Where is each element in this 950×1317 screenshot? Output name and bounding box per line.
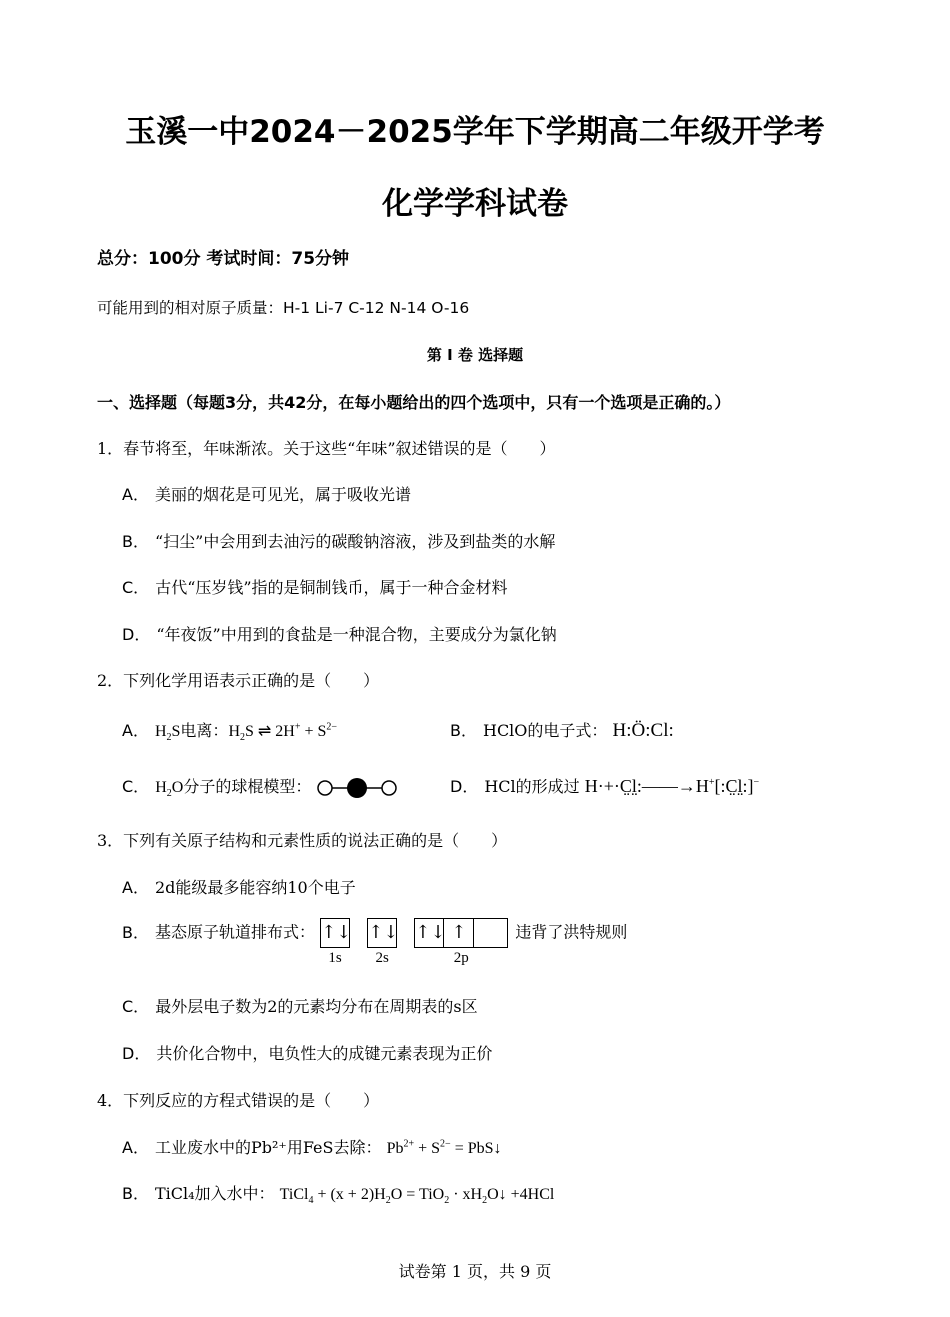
question-2-stem: 2．下列化学用语表示正确的是（ ） bbox=[97, 671, 380, 690]
exam-title: 玉溪一中2024－2025学年下学期高二年级开学考 bbox=[125, 114, 825, 150]
q3-option-d: D． 共价化合物中，电负性大的成键元素表现为正价 bbox=[122, 1044, 493, 1063]
orbital-1s: ↑↓ 1s bbox=[320, 918, 350, 948]
q1-option-d: D． “年夜饭”中用到的食盐是一种混合物，主要成分为氯化钠 bbox=[122, 625, 557, 644]
q4-option-a: A． 工业废水中的Pb²⁺用FeS去除： $Pb^{2+} + S^{2-}$ = PbS↓ bbox=[122, 1138, 502, 1157]
volume-title: 第 I 卷 选择题 bbox=[426, 346, 524, 364]
orbital-2s: ↑↓ 2s bbox=[367, 918, 397, 948]
q2-option-b: B． HClO的电子式： H:Ö:Cl: bbox=[450, 720, 674, 741]
q3-option-a: A． 2d能级最多能容纳10个电子 bbox=[122, 878, 356, 897]
question-3-stem: 3．下列有关原子结构和元素性质的说法正确的是（ ） bbox=[97, 831, 508, 850]
hcl-formation-process: H·+·C̤l̤:——→H+[:C̤l̤:]− bbox=[584, 776, 760, 796]
q3-option-b: B． 基态原子轨道排布式： ↑↓ 1s ↑↓ 2s ↑↓ ↑ 2p 违背了洪特规则 bbox=[122, 918, 627, 948]
q3-option-c: C． 最外层电子数为2的元素均分布在周期表的s区 bbox=[122, 997, 478, 1016]
ball-stick-model-icon bbox=[316, 777, 398, 799]
q1-option-c: C． 古代“压岁钱”指的是铜制钱币，属于一种合金材料 bbox=[122, 578, 508, 597]
question-4-stem: 4．下列反应的方程式错误的是（ ） bbox=[97, 1091, 380, 1110]
page-footer: 试卷第 1 页，共 9 页 bbox=[398, 1262, 552, 1281]
exam-subtitle: 化学学科试卷 bbox=[382, 186, 568, 222]
q2-option-c: C． $H_2O$分子的球棍模型： bbox=[122, 774, 398, 799]
q1-option-a: A． 美丽的烟花是可见光，属于吸收光谱 bbox=[122, 485, 411, 504]
hclo-electron-formula: H:Ö:Cl: bbox=[612, 720, 674, 741]
section-title: 一、选择题（每题3分，共42分，在每小题给出的四个选项中，只有一个选项是正确的。） bbox=[97, 393, 731, 412]
q1-option-b: B． “扫尘”中会用到去油污的碳酸钠溶液，涉及到盐类的水解 bbox=[122, 532, 556, 551]
total-score-time: 总分：100分 考试时间：75分钟 bbox=[97, 249, 350, 269]
q4-option-b: B． TiCl₄加入水中： TiCl$_4$ + $(x + 2)H_2O = TiO_2$ · $xH_2O↓ +4HCl$ bbox=[122, 1184, 555, 1207]
q2-option-d: D． HCl的形成过 H·+·C̤l̤:——→H+[:C̤l̤:]− bbox=[450, 776, 760, 796]
orbital-2p: ↑↓ ↑ 2p bbox=[414, 918, 508, 948]
question-1-stem: 1．春节将至，年味渐浓。关于这些“年味”叙述错误的是（ ） bbox=[97, 439, 556, 458]
q2-option-a: A． $H_2S$电离：$H_2S$ ⇌ $2H^+ + S^{2-}$ bbox=[122, 721, 338, 744]
atomic-masses: 可能用到的相对原子质量：H-1 Li-7 C-12 N-14 O-16 bbox=[97, 299, 470, 317]
